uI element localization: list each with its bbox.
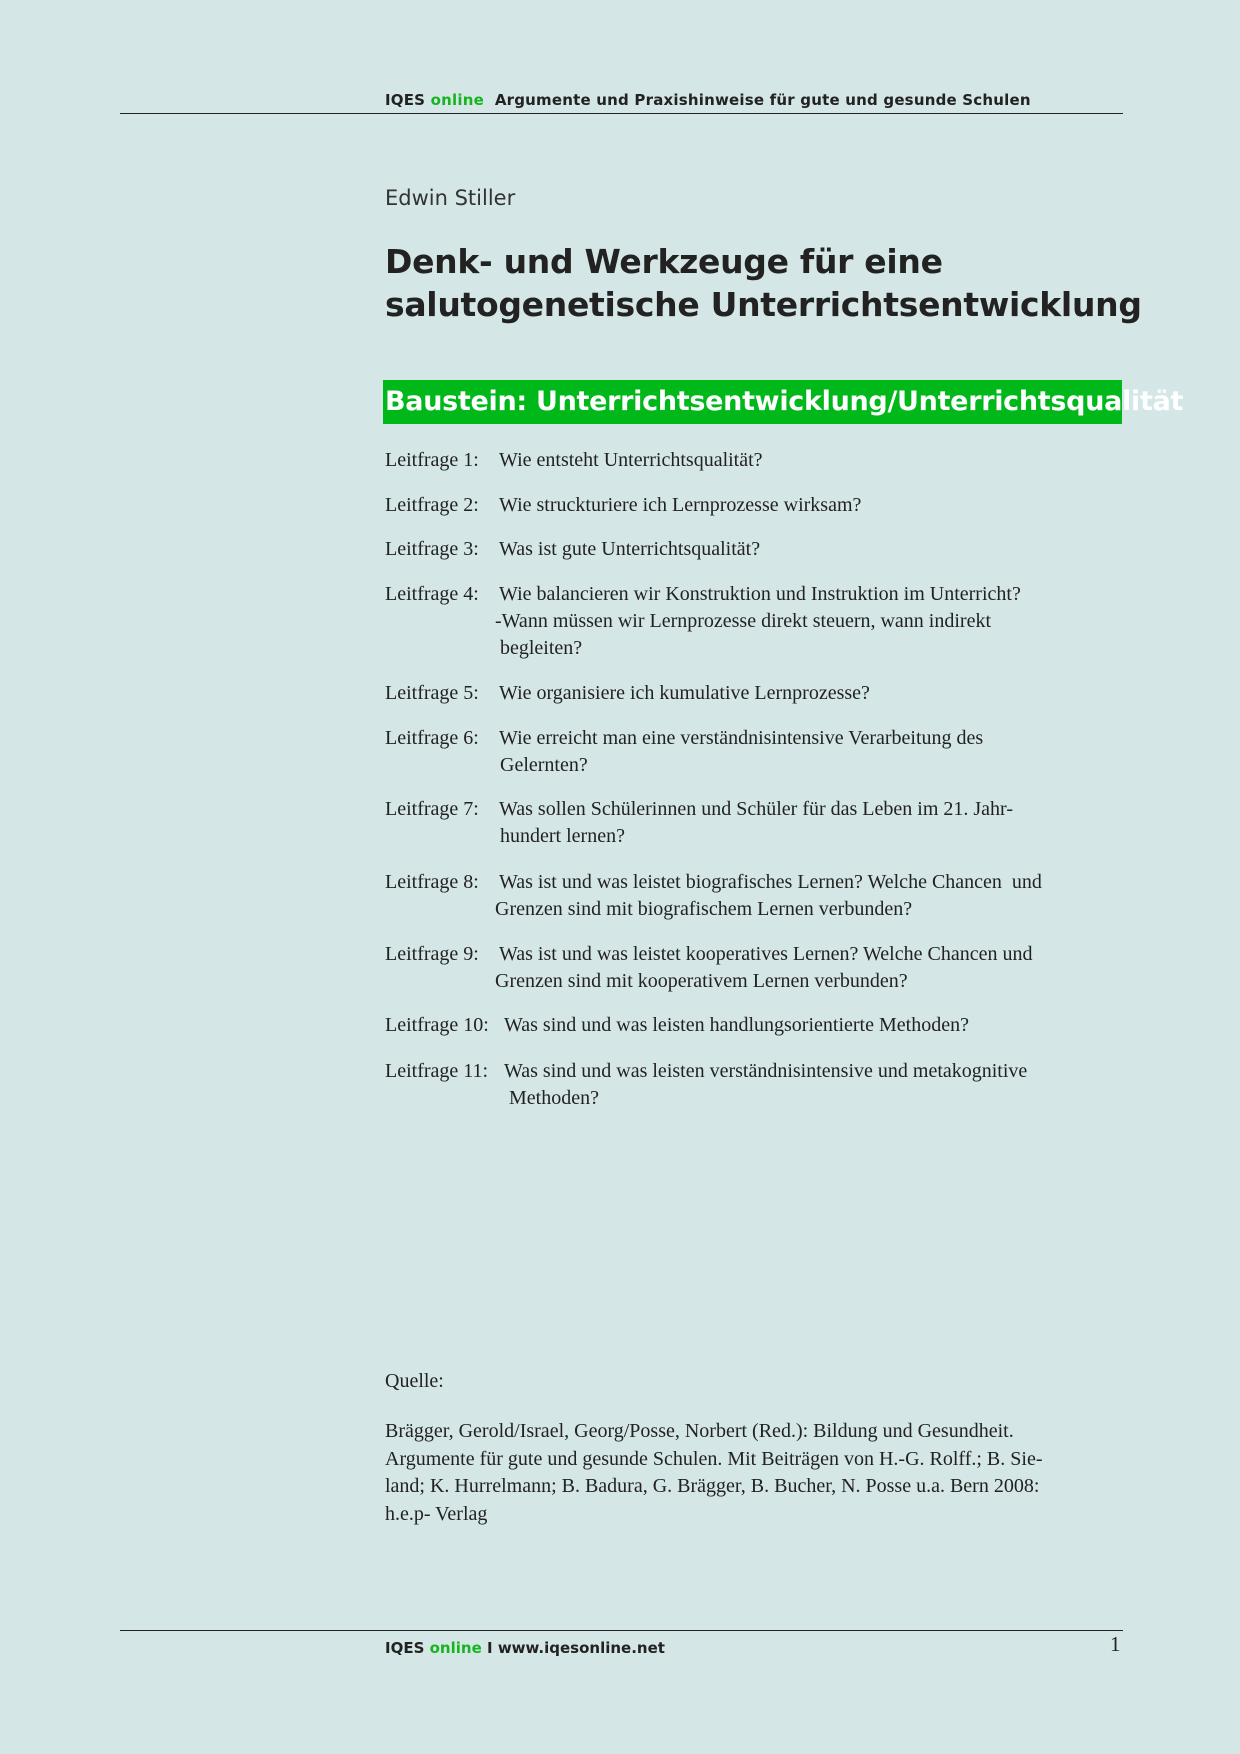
question-item bbox=[385, 869, 1042, 923]
question-item bbox=[385, 1058, 1027, 1112]
page-number: 1 bbox=[1110, 1632, 1121, 1656]
page-title bbox=[385, 240, 1142, 326]
question-label: Leitfrage 4: bbox=[385, 583, 479, 605]
question-item bbox=[385, 1012, 969, 1039]
source-citation bbox=[385, 1418, 1043, 1528]
question-text-line: Was ist und was leistet kooperatives Lernen? Welche Chancen und bbox=[499, 943, 1033, 965]
question-label: Leitfrage 7: bbox=[385, 798, 479, 820]
question-label: Leitfrage 11: bbox=[385, 1060, 489, 1082]
question-item bbox=[385, 492, 861, 519]
question-item bbox=[385, 796, 1013, 850]
question-text-line: Was sind und was leisten verständnisintensive und metakognitive bbox=[504, 1060, 1028, 1082]
citation-line: Argumente für gute und gesunde Schulen. Mit Beiträgen von H.-G. Rolff.; B. Sie- bbox=[385, 1447, 1043, 1470]
citation-line: land; K. Hurrelmann; B. Badura, G. Brägger, B. Bucher, N. Posse u.a. Bern 2008: bbox=[385, 1475, 1040, 1497]
title-line: salutogenetische Unterrichtsentwicklung bbox=[385, 285, 1142, 324]
question-text-line: Was ist gute Unterrichtsqualität? bbox=[499, 538, 761, 560]
section-banner-text: Baustein: Unterrichtsentwicklung/Unterrichtsqualität bbox=[385, 386, 1184, 417]
citation-line: Brägger, Gerold/Israel, Georg/Posse, Norbert (Red.): Bildung und Gesundheit. bbox=[385, 1420, 1014, 1442]
source-label: Quelle: bbox=[385, 1370, 444, 1392]
question-label: Leitfrage 10: bbox=[385, 1014, 489, 1036]
question-text-line: Wie erreicht man eine verständnisintensive Verarbeitung des bbox=[499, 727, 984, 749]
section-banner bbox=[383, 380, 1184, 424]
question-item bbox=[385, 725, 983, 779]
question-text-line: -Wann müssen wir Lernprozesse direkt steuern, wann indirekt bbox=[495, 610, 992, 632]
question-text-line: Wie entsteht Unterrichtsqualität? bbox=[499, 449, 763, 471]
question-label: Leitfrage 1: bbox=[385, 449, 479, 471]
footer-brand-accent: online bbox=[429, 1639, 482, 1657]
header-rule bbox=[120, 113, 1123, 114]
header-brand: IQES bbox=[385, 91, 426, 109]
header-subtitle: Argumente und Praxishinweise für gute und gesunde Schulen bbox=[494, 91, 1031, 109]
question-text-line: Was sind und was leisten handlungsorientierte Methoden? bbox=[504, 1014, 969, 1036]
question-label: Leitfrage 8: bbox=[385, 871, 479, 893]
author: Edwin Stiller bbox=[385, 186, 516, 210]
question-text-line: Was ist und was leistet biografisches Lernen? Welche Chancen und bbox=[499, 871, 1042, 893]
question-text-line: hundert lernen? bbox=[495, 825, 625, 847]
footer-rule bbox=[120, 1630, 1123, 1631]
question-text-line: Gelernten? bbox=[495, 754, 588, 776]
title-line: Denk- und Werkzeuge für eine bbox=[385, 242, 943, 281]
question-item bbox=[385, 941, 1032, 995]
header-brand-accent: online bbox=[430, 91, 484, 109]
question-item bbox=[385, 680, 870, 707]
question-item bbox=[385, 447, 763, 474]
footer-separator: I bbox=[486, 1639, 493, 1657]
footer-url[interactable]: www.iqesonline.net bbox=[497, 1639, 665, 1657]
citation-line: h.e.p- Verlag bbox=[385, 1502, 488, 1525]
question-label: Leitfrage 3: bbox=[385, 538, 479, 560]
question-label: Leitfrage 6: bbox=[385, 727, 479, 749]
question-text-line: Methoden? bbox=[504, 1087, 599, 1109]
question-item bbox=[385, 581, 1021, 662]
question-text-line: Wie organisiere ich kumulative Lernprozesse? bbox=[499, 682, 870, 704]
question-text-line: Grenzen sind mit biografischem Lernen verbunden? bbox=[495, 898, 913, 920]
footer-brand: IQES bbox=[385, 1639, 425, 1657]
question-label: Leitfrage 5: bbox=[385, 682, 479, 704]
question-label: Leitfrage 2: bbox=[385, 494, 479, 516]
question-text-line: Wie balancieren wir Konstruktion und Instruktion im Unterricht? bbox=[499, 583, 1021, 605]
question-text-line: Grenzen sind mit kooperativem Lernen verbunden? bbox=[495, 970, 908, 992]
question-label: Leitfrage 9: bbox=[385, 943, 479, 965]
question-text-line: Wie struckturiere ich Lernprozesse wirksam? bbox=[499, 494, 862, 516]
question-item bbox=[385, 536, 760, 563]
question-text-line: Was sollen Schülerinnen und Schüler für das Leben im 21. Jahr- bbox=[499, 798, 1013, 820]
question-text-line: begleiten? bbox=[495, 637, 583, 659]
page-header bbox=[385, 91, 1031, 109]
page-footer bbox=[385, 1639, 665, 1657]
